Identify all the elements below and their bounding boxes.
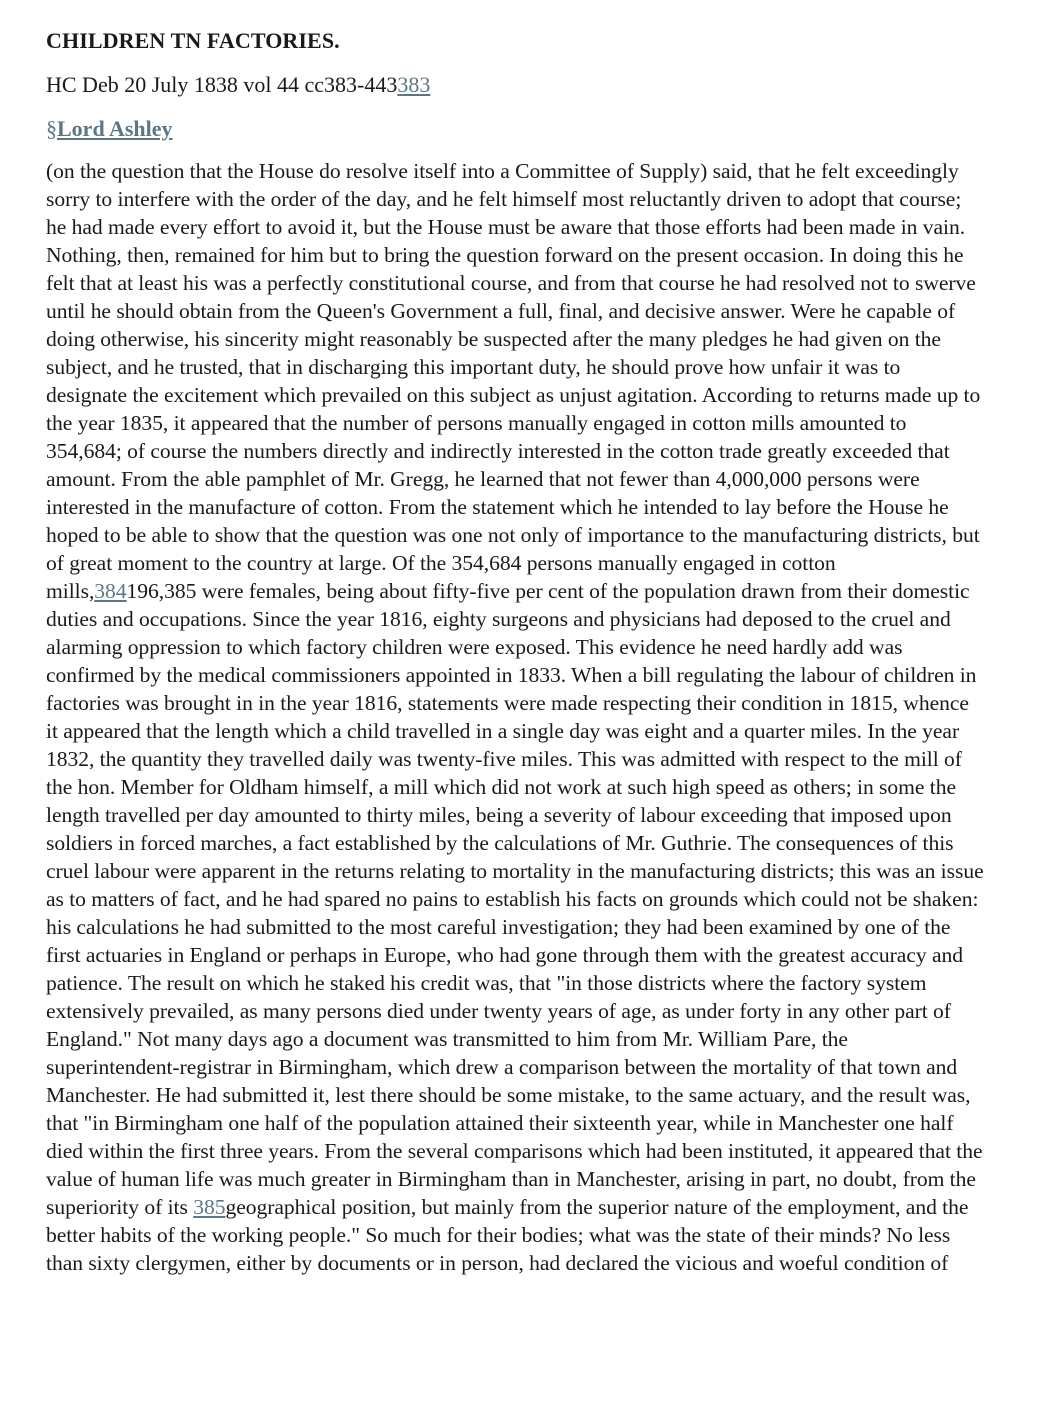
column-link-385[interactable]: 385 [193,1195,226,1219]
speech-part-1: (on the question that the House do resolve itself into a Committee of Supply) said, that he felt exceedingly sorry to interfere with the order of the day, and he felt himself most reluctantly driven to adopt that course; he had made every effort to avoid it, but the House must be aware that those efforts had been made in vain. Nothing, then, remained for him but to bring the question forward on the present occasion. In doing this he felt that at least his was a perfectly constitutional course, and from that course he had resolved not to swerve until he should obtain from the Queen's Government a full, final, and decisive answer. Were he capable of doing otherwise, his sincerity might reasonably be suspected after the many pledges he had given on the subject, and he trusted, that in discharging this important duty, he should prove how unfair it was to designate the excitement which prevailed on this subject as unjust agitation. According to returns made up to the year 1835, it appeared that the number of persons manually engaged in cotton mills amounted to 354,684; of course the numbers directly and indirectly interested in the cotton trade greatly exceeded that amount. From the able pamphlet of Mr. Gregg, he learned that not fewer than 4,000,000 persons were interested in the manufacture of cotton. From the statement which he intended to lay before the House he hoped to be able to show that the question was one not only of importance to the manufacturing districts, but of great moment to the country at large. Of the 354,684 persons manually engaged in cotton mills, [46,159,981,603]
debate-title: CHILDREN TN FACTORIES. [46,28,340,53]
speaker-line [46,113,986,145]
speech-part-2: 196,385 were females, being about fifty-five per cent of the population drawn from their domestic duties and occupations. Since the year 1816, eighty surgeons and physicians had deposed to the cruel and alarming oppression to which factory children were exposed. This evidence he need hardly add was confirmed by the medical commissioners appointed in 1833. When a bill regulating the labour of children in factories was brought in in the year 1816, statements were made respecting their condition in 1815, whence it appeared that the length which a child travelled in a single day was eight and a quarter miles. In the year 1832, the quantity they travelled daily was twenty-five miles. This was admitted with respect to the mill of the hon. Member for Oldham himself, a mill which did not work at such high speed as others; in some the length travelled per day amounted to thirty miles, being a severity of labour exceeding that imposed upon soldiers in forced marches, a fact established by the calculations of Mr. Guthrie. The consequences of this cruel labour were apparent in the returns relating to mortality in the manufacturing districts; this was an issue as to matters of fact, and he had spared no pains to establish his facts on grounds which could not be shaken: his calculations he had submitted to the most careful investigation; they had been examined by one of the first actuaries in England or perhaps in Europe, who had gone through them with the greatest accuracy and patience. The result on which he staked his credit was, that "in those districts where the factory system extensively prevailed, as many persons died under twenty years of age, as under forty in any other part of England." Not many days ago a document was transmitted to him from Mr. William Pare, the superintendent-registrar in Birmingham, which drew a comparison between the mortality of that town and Manchester. He had submitted it, lest there should be some mistake, to the same actuary, and the result was, that "in Birmingham one half of the population attained their sixteenth year, while in Manchester one half died within the first three years. From the several comparisons which had been instituted, it appeared that the value of human life was much greater in Birmingham than in Manchester, arising in part, no doubt, from the superiority of its [46,579,984,1219]
citation-text: HC Deb 20 July 1838 vol 44 cc383-443 [46,72,398,97]
speaker-link[interactable]: Lord Ashley [57,116,173,141]
column-link-384[interactable]: 384 [94,579,127,603]
speech-text [46,157,986,1277]
section-mark: § [46,116,57,141]
citation-line [46,69,986,101]
speech-part-3: geographical position, but mainly from the superior nature of the employment, and the better habits of the working people." So much for their bodies; what was the state of their minds? No less than sixty clergymen, either by documents or in person, had declared the vicious and woeful condition of [46,1195,969,1275]
column-link-383[interactable]: 383 [397,72,431,97]
